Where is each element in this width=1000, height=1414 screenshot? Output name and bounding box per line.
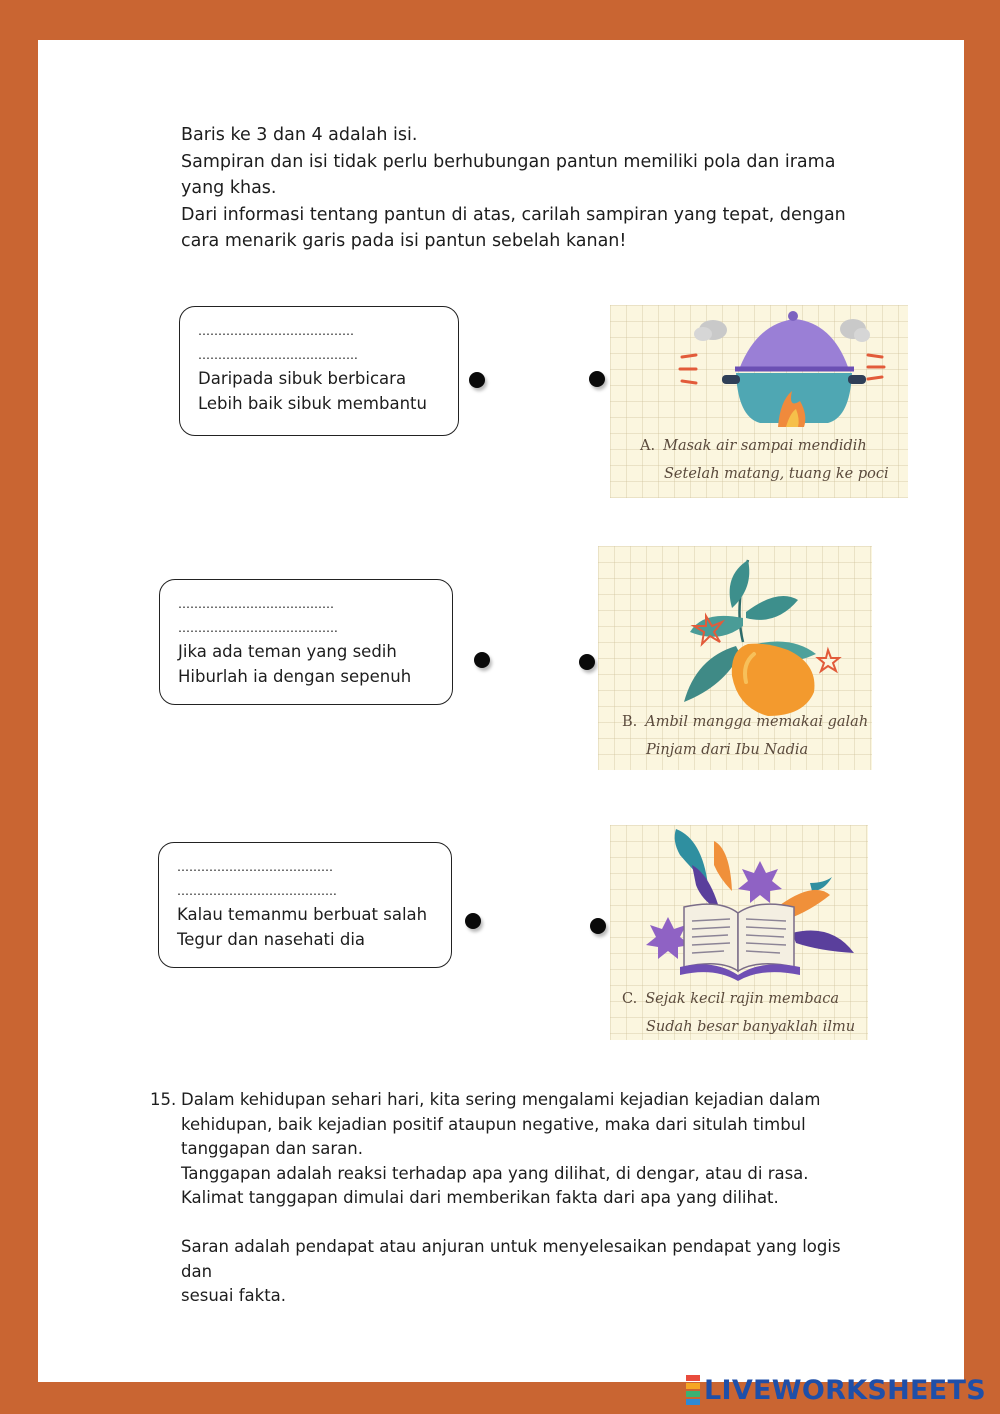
match-dot-left-1[interactable]: [469, 372, 485, 388]
option-letter: C.: [622, 991, 638, 1007]
blank-line: …………………………………: [178, 597, 334, 611]
instruction-line-2: Sampiran dan isi tidak perlu berhubungan pantun memiliki pola dan irama yang khas.: [181, 151, 836, 198]
option-card-c: [610, 825, 868, 1040]
brand-name: LIVEWORKSHEETS: [703, 1374, 986, 1406]
pantun-box-2: [159, 579, 453, 705]
pantun-line-3: Kalau temanmu berbuat salah: [177, 905, 428, 924]
option-line-2: Setelah matang, tuang ke poci: [664, 466, 889, 482]
match-dot-left-3[interactable]: [465, 913, 481, 929]
question-15: [150, 1088, 870, 1309]
instruction-line-1: Baris ke 3 dan 4 adalah isi.: [181, 125, 418, 145]
blank-line: ………………………………….: [177, 884, 337, 898]
option-line-2: Pinjam dari Ibu Nadia: [646, 742, 809, 758]
blank-line: …………………………………: [198, 324, 354, 338]
pantun-line-3: Jika ada teman yang sedih: [178, 642, 397, 661]
pantun-line-4: Tegur dan nasehati dia: [177, 929, 366, 949]
question-line: kehidupan, baik kejadian positif ataupun negative, maka dari situlah timbul: [181, 1114, 806, 1134]
blank-line: ………………………………….: [198, 348, 358, 362]
liveworksheets-logo[interactable]: [686, 1373, 986, 1407]
instruction-line-3: Dari informasi tentang pantun di atas, carilah sampiran yang tepat, dengan cara menarik garis pada isi pantun sebelah kanan!: [181, 204, 846, 251]
option-line-1: Sejak kecil rajin membaca: [645, 991, 840, 1007]
match-dot-right-c[interactable]: [590, 918, 606, 934]
blank-line: ………………………………….: [178, 621, 338, 635]
question-line: tanggapan dan saran.: [181, 1139, 363, 1158]
question-line: Saran adalah pendapat atau anjuran untuk menyelesaikan pendapat yang logis dan: [181, 1237, 841, 1281]
pantun-box-1: [179, 306, 459, 436]
option-line-2: Sudah besar banyaklah ilmu: [646, 1019, 856, 1035]
option-card-a: [610, 305, 908, 498]
question-line: Dalam kehidupan sehari hari, kita sering mengalami kejadian kejadian dalam: [181, 1090, 821, 1109]
option-line-1: Masak air sampai mendidih: [663, 438, 867, 454]
blank-line: …………………………………: [177, 860, 333, 874]
instructions: [181, 122, 881, 255]
pantun-line-3: Daripada sibuk berbicara: [198, 369, 407, 388]
question-number: 15.: [150, 1090, 177, 1109]
question-line: Kalimat tanggapan dimulai dari memberikan fakta dari apa yang dilihat.: [181, 1188, 779, 1207]
option-letter: B.: [622, 714, 638, 730]
option-letter: A.: [640, 438, 656, 454]
question-line: Tanggapan adalah reaksi terhadap apa yang dilihat, di dengar, atau di rasa.: [181, 1163, 809, 1183]
option-line-1: Ambil mangga memakai galah: [645, 714, 869, 730]
pantun-line-4: Hiburlah ia dengan sepenuh: [178, 666, 412, 686]
question-line: sesuai fakta.: [181, 1286, 287, 1305]
option-card-b: [598, 546, 872, 770]
live-badge-icon: [686, 1374, 700, 1406]
pantun-line-4: Lebih baik sibuk membantu: [198, 393, 427, 413]
match-dot-right-a[interactable]: [589, 371, 605, 387]
match-dot-right-b[interactable]: [579, 654, 595, 670]
match-dot-left-2[interactable]: [474, 652, 490, 668]
pantun-box-3: [158, 842, 452, 968]
